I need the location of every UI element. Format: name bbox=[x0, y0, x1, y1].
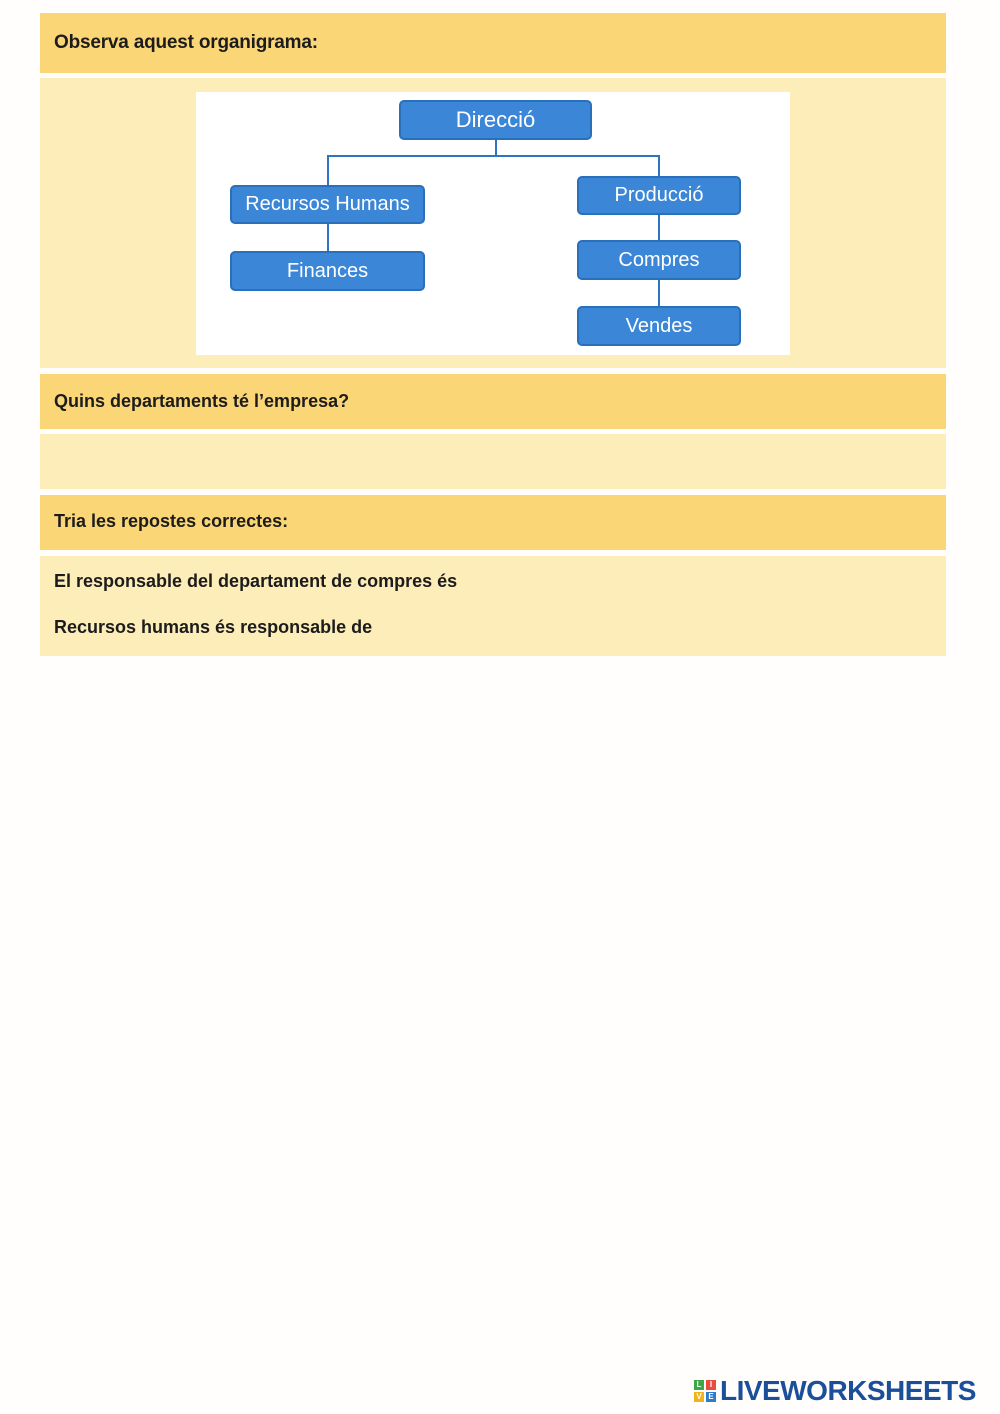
org-chart bbox=[196, 92, 790, 355]
question2-header bbox=[40, 495, 946, 550]
statements-band bbox=[40, 556, 946, 656]
node-produccio: Producció bbox=[577, 176, 741, 215]
node-vendes: Vendes bbox=[577, 306, 741, 346]
observe-title: Observa aquest organigrama: bbox=[54, 32, 318, 53]
connector-root-down bbox=[495, 139, 497, 156]
question1-header bbox=[40, 374, 946, 429]
question1-text: Quins departaments té l’empresa? bbox=[54, 391, 350, 411]
observe-header bbox=[40, 13, 946, 73]
question2-title: Tria les repostes correctes: bbox=[54, 511, 289, 531]
node-compres: Compres bbox=[577, 240, 741, 280]
answer-area-1[interactable] bbox=[40, 434, 946, 489]
logo-letter-i: I bbox=[706, 1380, 716, 1390]
statement-recursos-humans: Recursos humans és responsable de bbox=[54, 617, 373, 637]
node-finances: Finances bbox=[230, 251, 425, 291]
connector-rrhh-finances bbox=[327, 223, 329, 252]
logo-letter-v: V bbox=[694, 1392, 704, 1402]
node-recursos-humans: Recursos Humans bbox=[230, 185, 425, 224]
node-direccio: Direcció bbox=[399, 100, 592, 140]
logo-text: LIVEWORKSHEETS bbox=[720, 1375, 976, 1406]
connector-right-down bbox=[658, 155, 660, 177]
connector-horizontal bbox=[327, 155, 660, 157]
statement-compres: El responsable del departament de compres és bbox=[54, 571, 458, 591]
connector-produccio-compres bbox=[658, 214, 660, 241]
logo-grid-icon bbox=[694, 1380, 716, 1402]
connector-compres-vendes bbox=[658, 279, 660, 307]
logo-letter-e: E bbox=[706, 1392, 716, 1402]
logo-letter-l: L bbox=[694, 1380, 704, 1390]
connector-left-down bbox=[327, 155, 329, 186]
liveworksheets-logo bbox=[694, 1376, 976, 1406]
